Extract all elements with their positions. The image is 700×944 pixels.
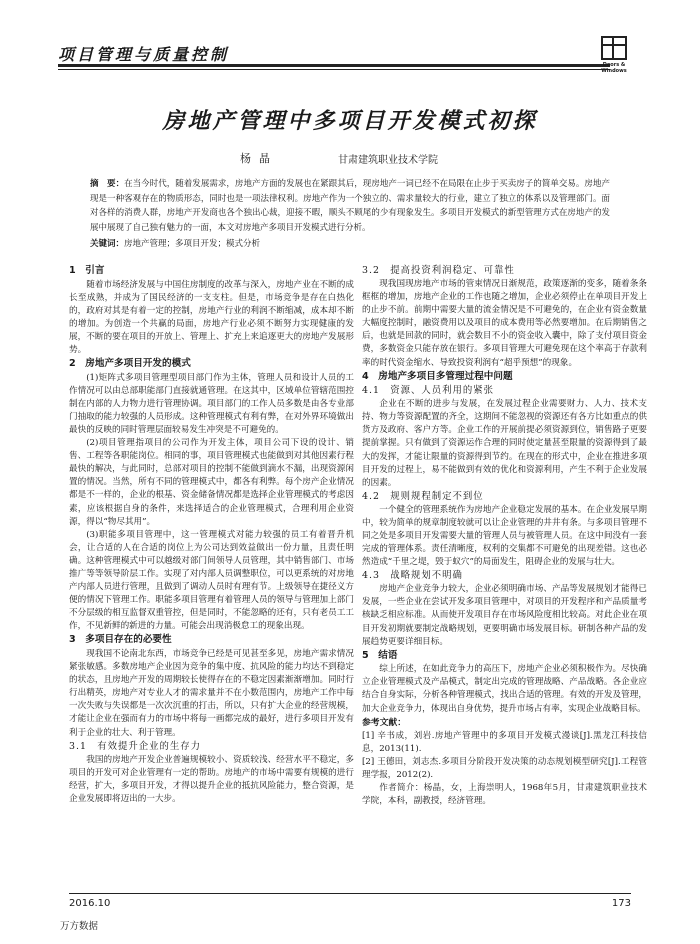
reference-item: [1] 辛书成，刘岩.房地产管理中的多项目开发模式漫谈[J].黑龙江科技信息，2013(11).	[362, 730, 647, 754]
paragraph: 随着市场经济发展与中国住房制度的改革与深入，房地产业在不断的成长至成熟，并成为了国民经济的一支支柱。但是，市场竞争是存在白热化的，政府对其是有着一定的控制，房地产行业的利润不断缩减，成本却不断的增加。为创造一个共赢的局面，房地产行业必须不断努力实现健康的发展，不断的要在项目的开放上、管理上、扩充上来追逐更大的房地产发展形势。	[69, 279, 354, 355]
section-heading: 5 结语	[362, 649, 398, 661]
subsection-heading: 3.1 有效提升企业的生存力	[69, 740, 202, 752]
keywords-text: 房地产管理；多项目开发；模式分析	[124, 239, 261, 249]
logo-text: Doors & Windows	[601, 62, 627, 74]
section-heading: 1 引言	[69, 265, 105, 276]
subsection-heading: 4.3 战略规划不明确	[362, 570, 463, 582]
journal-logo	[592, 36, 636, 74]
header-rule-thick	[58, 64, 610, 67]
paragraph: 综上所述，在如此竞争力的高压下，房地产企业必须积极作为。尽快确立企业管理模式及产品模式，制定出完成的管理战略、产品战略。各企业应结合自身实际，分析各种管理模式，找出合适的管理。有效的开发及管理，加大企业竞争力，体现出自身优势，提升市场占有率，实现企业战略目标。	[362, 664, 647, 714]
author-name: 杨晶	[240, 152, 278, 165]
header-rule-thin	[58, 69, 610, 70]
paragraph: (1)矩阵式多项目管理型项目部门作为主体，管理人员和设计人员的工作情况可以由总部职能部门直接就通管理。在这其中，区域单位管辖范围控制在内部的人力物力进行管理协调。项目部门的工作人员多数是由各专业部门抽取的能力较强的人员形成。这种管理模式有利有弊，在对外界环境做出最快的反映的同时管理层面较易发生冲突是不可避免的。	[69, 372, 354, 435]
paragraph: 一个健全的管理系统作为房地产企业稳定发展的基本。在企业发展早期中，较为简单的规章制度较就可以让企业管理的井井有条。与多项目管理不同之处是多项目开发需要大量的管理人员与被管理人员。在这中间没有一套完成的管理体系。责任清晰度，权利的交集都不可避免的出现差错。这也必然造成“千里之堤，毁于蚁穴”的局面发生，阻碍企业的发展与壮大。	[362, 504, 647, 568]
abstract	[90, 177, 610, 235]
paragraph: (2)项目管理指项目的公司作为开发主体，项目公司下设的设计、销售、工程等各职能岗位。相同的事，项目管理模式也能做到对其他因素行程最快的解决，与此同时，总部对项目的控制不能做到滴水不漏，出现资源闲置的情况。当然，所有不同的管理模式中，都各有利弊。每个房产企业情况都是不一样的，企业的根基、资金储备情况都是选择企业管理模式的考虑因素，应该根据自身的条件，来选择适合的企业管理模式，合理利用企业资源，得以“物尽其用”。	[69, 438, 354, 527]
section-heading: 3 多项目存在的必要性	[69, 634, 172, 646]
paragraph: 现我国现房地产市场的管束情况日渐规范，政策逐渐的变多，随着条条框框的增加，房地产企业的工作也随之增加，企业必须停止在单项目开发上的止步不前。前期中需要大量的流金情况是不可避免的，在企业有资金数量大幅度控制时，融资费用以及项目的成本费用等必然要增加。在后期销售之后，也就是回款的同时，就会数目不小的资金收入囊中，除了支付项目资金费，多数资金只能存放在银行。多项目管理大可避免现在这个率高于存款利率的时代资金缩水、导致投资利润有“超乎预想”的现象。	[362, 279, 647, 368]
references-heading: 参考文献：	[362, 717, 406, 728]
right-column	[362, 264, 647, 808]
paragraph: (3)职能多项目管理中，这一管理模式对能力较强的员工有着晋升机会，让合适的人在合适的岗位上为公司达到效益做出一份力量，且责任明确。这种管理模式中可以越级对部门间领导人员管理，其中销售部门、市场推广等等领导阶层工作。实现了对内部人员调整职位，可以更系统的对房地产内部人员进行管理，且做到了调动人员时有理有节。上级领导在捷径义方便的情况下管理工作。职能多项目管理有着管理人员的领导与管理加上部门不分层级的相互监督双重管控，但是同时，不能忽略的还有，只有老员工工作，不见新鲜的新进的力量。可能会出现消极怠工的现象出现。	[69, 529, 354, 632]
paragraph: 企业在不断的进步与发展，在发展过程企业需要财力、人力、技术支持、物力等资源配置的齐全，这期间不能忽视的资源还有各方比如重点的供货方及政府、客户方等。企业工作的开展前提必须资源到位，销售路子更要提前掌握。只有做到了资源运作合理的同时使定量甚至限量的资源得到了最大的发挥，才能让限量的资源得到节约。在现在的形式中，企业在推进多项目开发的过程上，易不能做到有效的优化和资源利用，产生不利于企业发展的因素。	[362, 399, 647, 488]
footer-rule	[69, 893, 631, 894]
keywords	[90, 237, 610, 249]
abstract-label: 摘 要：	[90, 179, 125, 189]
left-column	[69, 264, 354, 806]
issue-date: 2016.10	[69, 898, 111, 909]
paragraph: 房地产企业竞争力较大，企业必须明确市场、产品等发展规划才能得已发展，一些企业在尝试开发多项目管理中，对项目的开发程序和产品质量考核缺乏相应标准。从而使开发项目存在市场风险度相比较高。对此企业在项目开发初期就要制定战略规划，更要明确市场发展目标。研制各种产品的发展趋势更要详细目标。	[362, 584, 647, 647]
author-affiliation: 甘肃建筑职业技术学院	[338, 155, 438, 166]
door-window-icon	[601, 36, 627, 60]
abstract-text: 在当今时代，随着发展需求，房地产方面的发展也在紧跟其后，现房地产一词已经不在局限在止步于买卖房子的简单交易。房地产现是一种客观存在的物质形态，同时也是一项法律权利。房地产作为一个独立的、需求量较大的行业，建立了独立的体系以及管理部门。面对各样的消费人群，房地产开发商也各个独出心裁，迎接不暇，顺头不顾尾的少有现象发生。多项目开发模式的新型管理方式在房地产的发展中展现了自己独有魅力的一面，本文对房地产多项目开发模式进行分析。	[90, 179, 610, 233]
keywords-label: 关键词：	[90, 239, 125, 249]
paragraph: 我国的房地产开发企业普遍规模较小、资质较浅、经营水平不稳定，多项目的开发可对企业管理有一定的帮助。房地产的市场中需要有规模的进行经营，扩大，多项目开发，才得以提升企业的抵抗风险能力，整合资源，是企业发展即将迈出的一大步。	[69, 754, 354, 804]
reference-item: [2] 王德田，刘志杰.多项目分阶段开发决策的动态规划模型研究[J].工程管理学报，2012(2).	[362, 756, 647, 780]
watermark: 万方数据	[60, 921, 99, 932]
author-bio: 作者简介：杨晶，女，上海崇明人，1968年5月，甘肃建筑职业技术学院，本科，副教授，经济管理。	[362, 783, 647, 807]
subsection-heading: 4.2 规则规程制定不到位	[362, 490, 484, 502]
section-heading: 2 房地产多项目开发的模式	[69, 358, 191, 370]
subsection-heading: 4.1 资源、人员利用的紧张	[362, 385, 495, 397]
section-heading: 4 房地产多项目多管理过程中问题	[362, 370, 513, 382]
page-number: 173	[611, 898, 631, 909]
subsection-heading: 3.2 提高投资利润稳定、可靠性	[362, 265, 515, 276]
paper-title: 房地产管理中多项目开发模式初探	[162, 108, 538, 134]
paragraph: 现我国不论南北东西，市场竞争已经是可见甚至多见，房地产需求情况紧张敏感。多数房地产企业因为竞争的集中度、抗风险的能力均达不到稳定的状态，且房地产开发的周期较长使得存在的不稳定因素渐渐增加。同时行行出精英，房地产对专业人才的需求量并不在小数范围内，房地产工作中每一次失败与失误都是一次次沉重的打击，所以，只有扩大企业的经营规模，才能让企业在强而有力的市场中将每一画都完成的最好，进行多项目开发有利于企业的壮大、利于管理。	[69, 648, 354, 738]
section-header: 项目管理与质量控制	[58, 45, 230, 64]
